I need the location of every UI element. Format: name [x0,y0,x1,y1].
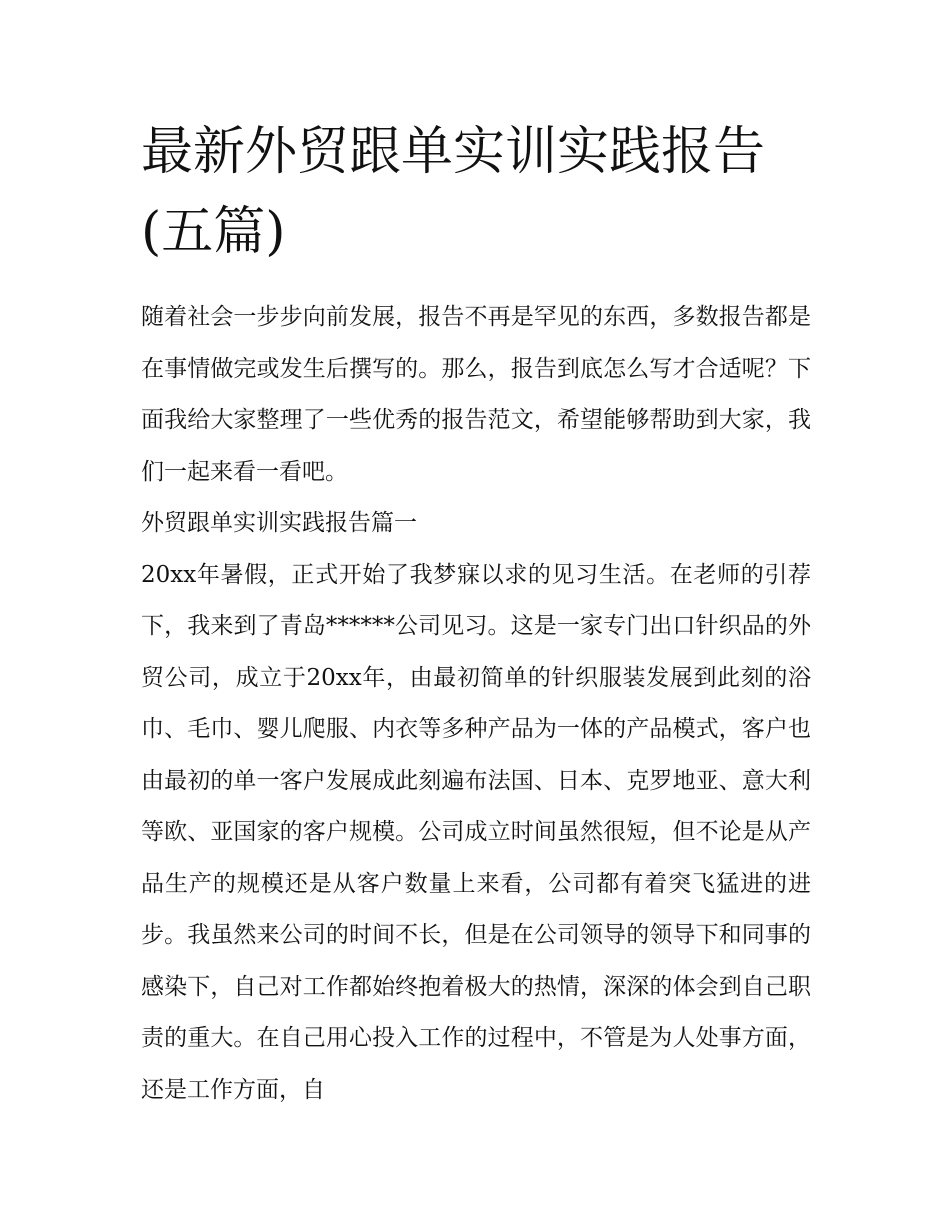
document-content [141,112,811,1116]
intro-paragraph: 随着社会一步步向前发展，报告不再是罕见的东西，多数报告都是在事情做完或发生后撰写的。那么，报告到底怎么写才合适呢？下面我给大家整理了一些优秀的报告范文，希望能够帮助到大家，我们一起来看一看吧。 [141,304,811,485]
document-title: 最新外贸跟单实训实践报告(五篇) [141,122,766,262]
body-paragraph: 20xx年暑假，正式开始了我梦寐以求的见习生活。在老师的引荐下，我来到了青岛******公司见习。这是一家专门出口针织品的外贸公司，成立于20xx年，由最初简单的针织服装发展到此刻的浴巾、毛巾、婴儿爬服、内衣等多种产品为一体的产品模式，客户也由最初的单一客户发展成此刻遍布法国、日本、克罗地亚、意大利等欧、亚国家的客户规模。公司成立时间虽然很短，但不论是从产品生产的规模还是从客户数量上来看，公司都有着突飞猛进的进步。我虽然来公司的时间不长，但是在公司领导的领导下和同事的感染下，自己对工作都始终抱着极大的热情，深深的体会到自己职责的重大。在自己用心投入工作的过程中，不管是为人处事方面，还是工作方面，自 [141,561,811,1103]
section-heading: 外贸跟单实训实践报告篇一 [141,510,417,536]
